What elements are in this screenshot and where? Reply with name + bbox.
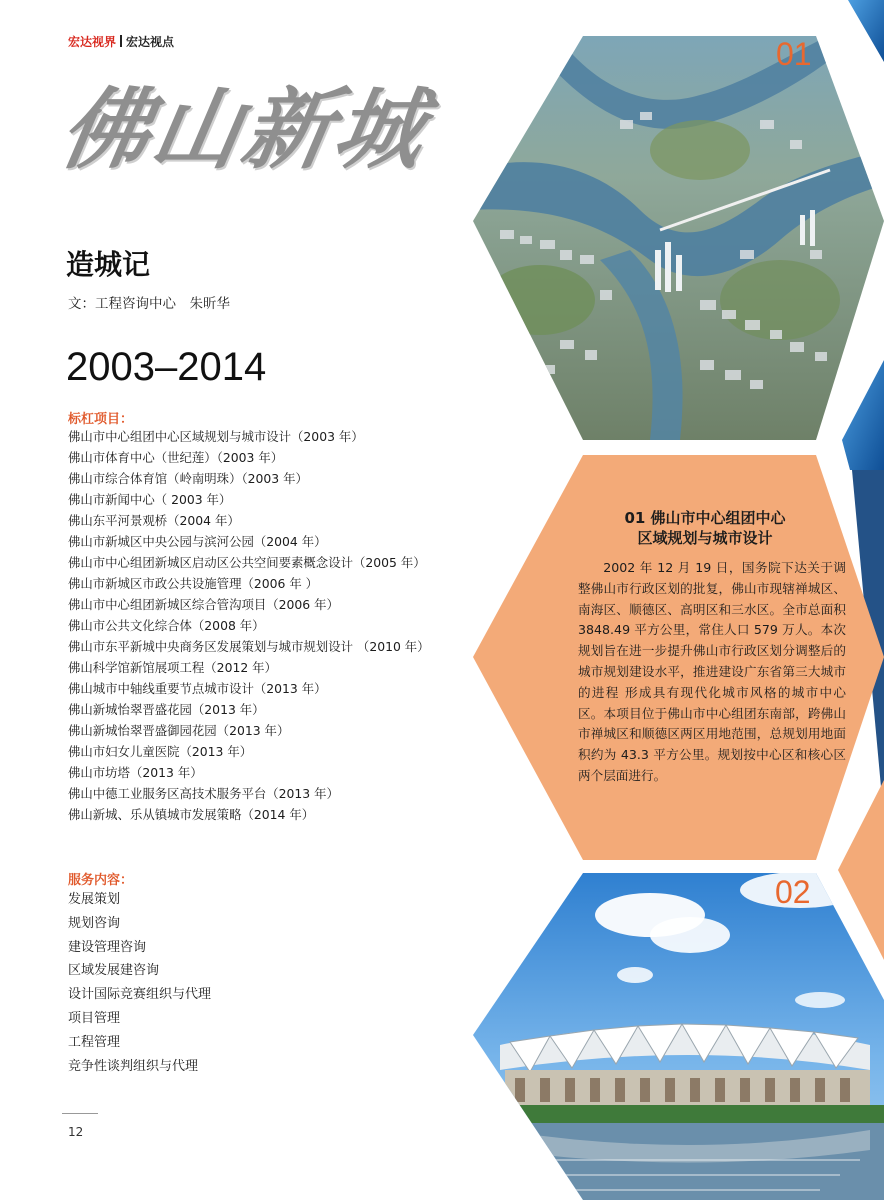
year-range: 2003–2014 <box>66 345 267 389</box>
project-item: 佛山市新城区中央公园与滨河公园（2004 年） <box>68 534 327 549</box>
project-item: 佛山市东平新城中央商务区发展策划与城市规划设计 （2010 年） <box>68 639 430 654</box>
project-item: 佛山市新城区市政公共设施管理（2006 年 ） <box>68 576 319 591</box>
project-item: 佛山市中心组团新城区启动区公共空间要素概念设计（2005 年） <box>68 555 426 570</box>
project-item: 佛山市综合体育馆（岭南明珠）（2003 年） <box>68 471 308 486</box>
project-item: 佛山市妇女儿童医院（2013 年） <box>68 744 253 759</box>
project-item: 佛山市新闻中心（ 2003 年） <box>68 492 232 507</box>
page-number: 12 <box>68 1125 84 1139</box>
section-name: 宏达视界 <box>68 35 117 49</box>
project-item: 佛山市公共文化综合体（2008 年） <box>68 618 265 633</box>
project-item: 佛山东平河景观桥（2004 年） <box>68 513 240 528</box>
service-item: 项目管理 <box>68 1010 121 1026</box>
feature-title-line2: 区域规划与城市设计 <box>637 529 773 547</box>
edge-hex-top <box>848 0 884 62</box>
service-item: 规划咨询 <box>68 915 121 931</box>
projects-label: 标杠项目： <box>68 412 134 427</box>
service-item: 竞争性谈判组织与代理 <box>68 1058 199 1074</box>
service-item: 发展策划 <box>68 892 121 907</box>
project-item: 佛山新城怡翠晋盛御园花园（2013 年） <box>68 723 290 738</box>
feature-title-line1: 01 佛山市中心组团中心 <box>624 509 786 527</box>
project-item: 佛山科学馆新馆展项工程（2012 年） <box>68 660 277 675</box>
project-item: 佛山新城、乐从镇城市发展策略（2014 年） <box>68 807 315 822</box>
feature-title <box>560 508 850 548</box>
services-label: 服务内容： <box>68 873 134 888</box>
subsection-name: 宏达视点 <box>126 35 175 49</box>
service-item: 建设管理咨询 <box>68 939 147 955</box>
project-item: 佛山新城怡翠晋盛花园（2013 年） <box>68 702 265 717</box>
project-item: 佛山市中心组团中心区域规划与城市设计（2003 年） <box>68 429 364 444</box>
project-item: 佛山市坊塔（2013 年） <box>68 765 203 780</box>
author-line: 文：工程咨询中心 朱昕华 <box>68 296 230 312</box>
feature-body: 2002 年 12 月 19 日，国务院下达关于调整佛山市行政区划的批复，佛山市现辖禅城区、南海区、顺德区、高明区和三水区。全市总面积 3848.49 平方公里，常住人口 579 万人。本次规划旨在进一步提升佛山市行政区划分调整后的城市规划建设水平，推进建设广东省第三大城市的进程 形成具有现代化城市风格的城市中心区。本项目位于佛山市中心组团东南部，跨佛山市禅城区和顺德区两区用地范围，总规划用地面积约为 43.3 平方公里。规划按中心区和核心区两个层面进行。 <box>578 560 846 783</box>
project-item: 佛山中德工业服务区高技术服务平台（2013 年） <box>68 786 339 801</box>
service-item: 工程管理 <box>68 1034 121 1050</box>
stadium-photo <box>470 870 884 1200</box>
calligraphy-title: 佛山新城 <box>52 77 436 181</box>
service-item: 设计国际竞赛组织与代理 <box>68 987 212 1003</box>
project-item: 佛山市体育中心（世纪莲）（2003 年） <box>68 450 284 465</box>
service-item: 区域发展建咨询 <box>68 963 160 979</box>
article-subtitle: 造城记 <box>66 248 151 281</box>
project-item: 佛山城市中轴线重要节点城市设计（2013 年） <box>68 681 327 696</box>
aerial-city-photo <box>470 30 884 450</box>
project-item: 佛山市中心组团新城区综合管沟项目（2006 年） <box>68 597 339 612</box>
feature-number-01: 01 <box>776 36 812 72</box>
feature-number-02: 02 <box>775 874 811 910</box>
